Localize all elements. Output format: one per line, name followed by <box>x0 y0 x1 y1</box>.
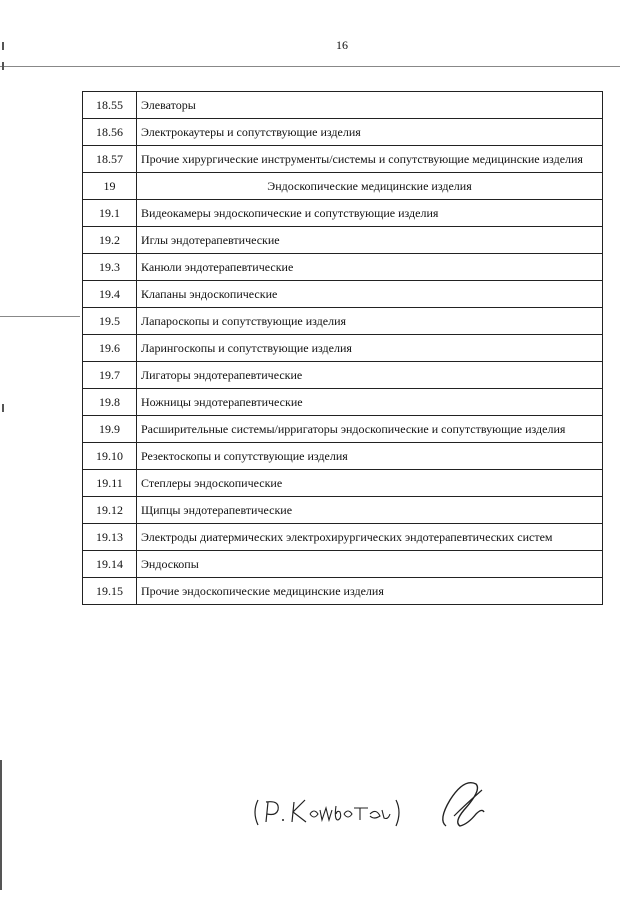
table-row <box>83 92 603 119</box>
table-row <box>83 146 603 173</box>
table-row <box>83 200 603 227</box>
row-name: Электрокаутеры и сопутствующие изделия <box>137 119 603 146</box>
table-row <box>83 308 603 335</box>
table-row <box>83 335 603 362</box>
row-name: Резектоскопы и сопутствующие изделия <box>137 443 603 470</box>
table-row <box>83 416 603 443</box>
row-name: Лигаторы эндотерапевтические <box>137 362 603 389</box>
device-category-table <box>82 91 603 605</box>
row-name: Степлеры эндоскопические <box>137 470 603 497</box>
row-name: Канюли эндотерапевтические <box>137 254 603 281</box>
row-number: 19.15 <box>83 578 137 605</box>
row-name: Эндоскопы <box>137 551 603 578</box>
row-number: 19.13 <box>83 524 137 551</box>
row-name: Эндоскопические медицинские изделия <box>137 173 603 200</box>
table-row <box>83 497 603 524</box>
table-row <box>83 227 603 254</box>
page-number: 16 <box>336 38 348 52</box>
table-row <box>83 254 603 281</box>
table-row <box>83 578 603 605</box>
table-row <box>83 119 603 146</box>
row-number: 19.2 <box>83 227 137 254</box>
row-name: Ножницы эндотерапевтические <box>137 389 603 416</box>
table-row <box>83 443 603 470</box>
row-number: 19.12 <box>83 497 137 524</box>
row-number: 19.1 <box>83 200 137 227</box>
table-row <box>83 362 603 389</box>
row-number: 19.8 <box>83 389 137 416</box>
row-name: Расширительные системы/ирригаторы эндоскопические и сопутствующие изделия <box>137 416 603 443</box>
row-name: Элеваторы <box>137 92 603 119</box>
table-row <box>83 524 603 551</box>
row-name: Клапаны эндоскопические <box>137 281 603 308</box>
scan-mark <box>0 760 2 890</box>
row-number: 18.57 <box>83 146 137 173</box>
handwritten-signature <box>250 770 530 840</box>
row-name: Щипцы эндотерапевтические <box>137 497 603 524</box>
row-number: 19.14 <box>83 551 137 578</box>
table-row <box>83 389 603 416</box>
row-name: Иглы эндотерапевтические <box>137 227 603 254</box>
row-number: 19 <box>83 173 137 200</box>
row-number: 19.5 <box>83 308 137 335</box>
table-row <box>83 470 603 497</box>
row-name: Ларингоскопы и сопутствующие изделия <box>137 335 603 362</box>
scan-line-mid <box>0 316 80 317</box>
row-number: 19.3 <box>83 254 137 281</box>
scan-line-top <box>0 66 620 67</box>
row-name: Видеокамеры эндоскопические и сопутствующие изделия <box>137 200 603 227</box>
row-number: 19.4 <box>83 281 137 308</box>
row-number: 19.10 <box>83 443 137 470</box>
row-number: 18.55 <box>83 92 137 119</box>
table-row <box>83 173 603 200</box>
row-name: Лапароскопы и сопутствующие изделия <box>137 308 603 335</box>
scan-mark <box>2 42 4 50</box>
row-name: Прочие эндоскопические медицинские изделия <box>137 578 603 605</box>
row-name: Прочие хирургические инструменты/системы и сопутствующие медицинские изделия <box>137 146 603 173</box>
signature-block <box>250 770 530 840</box>
row-number: 19.9 <box>83 416 137 443</box>
table-row <box>83 551 603 578</box>
scan-mark <box>2 62 4 70</box>
row-number: 19.6 <box>83 335 137 362</box>
row-number: 19.11 <box>83 470 137 497</box>
row-number: 18.56 <box>83 119 137 146</box>
row-name: Электроды диатермических электрохирургических эндотерапевтических систем <box>137 524 603 551</box>
table-row <box>83 281 603 308</box>
row-number: 19.7 <box>83 362 137 389</box>
scan-mark <box>2 404 4 412</box>
